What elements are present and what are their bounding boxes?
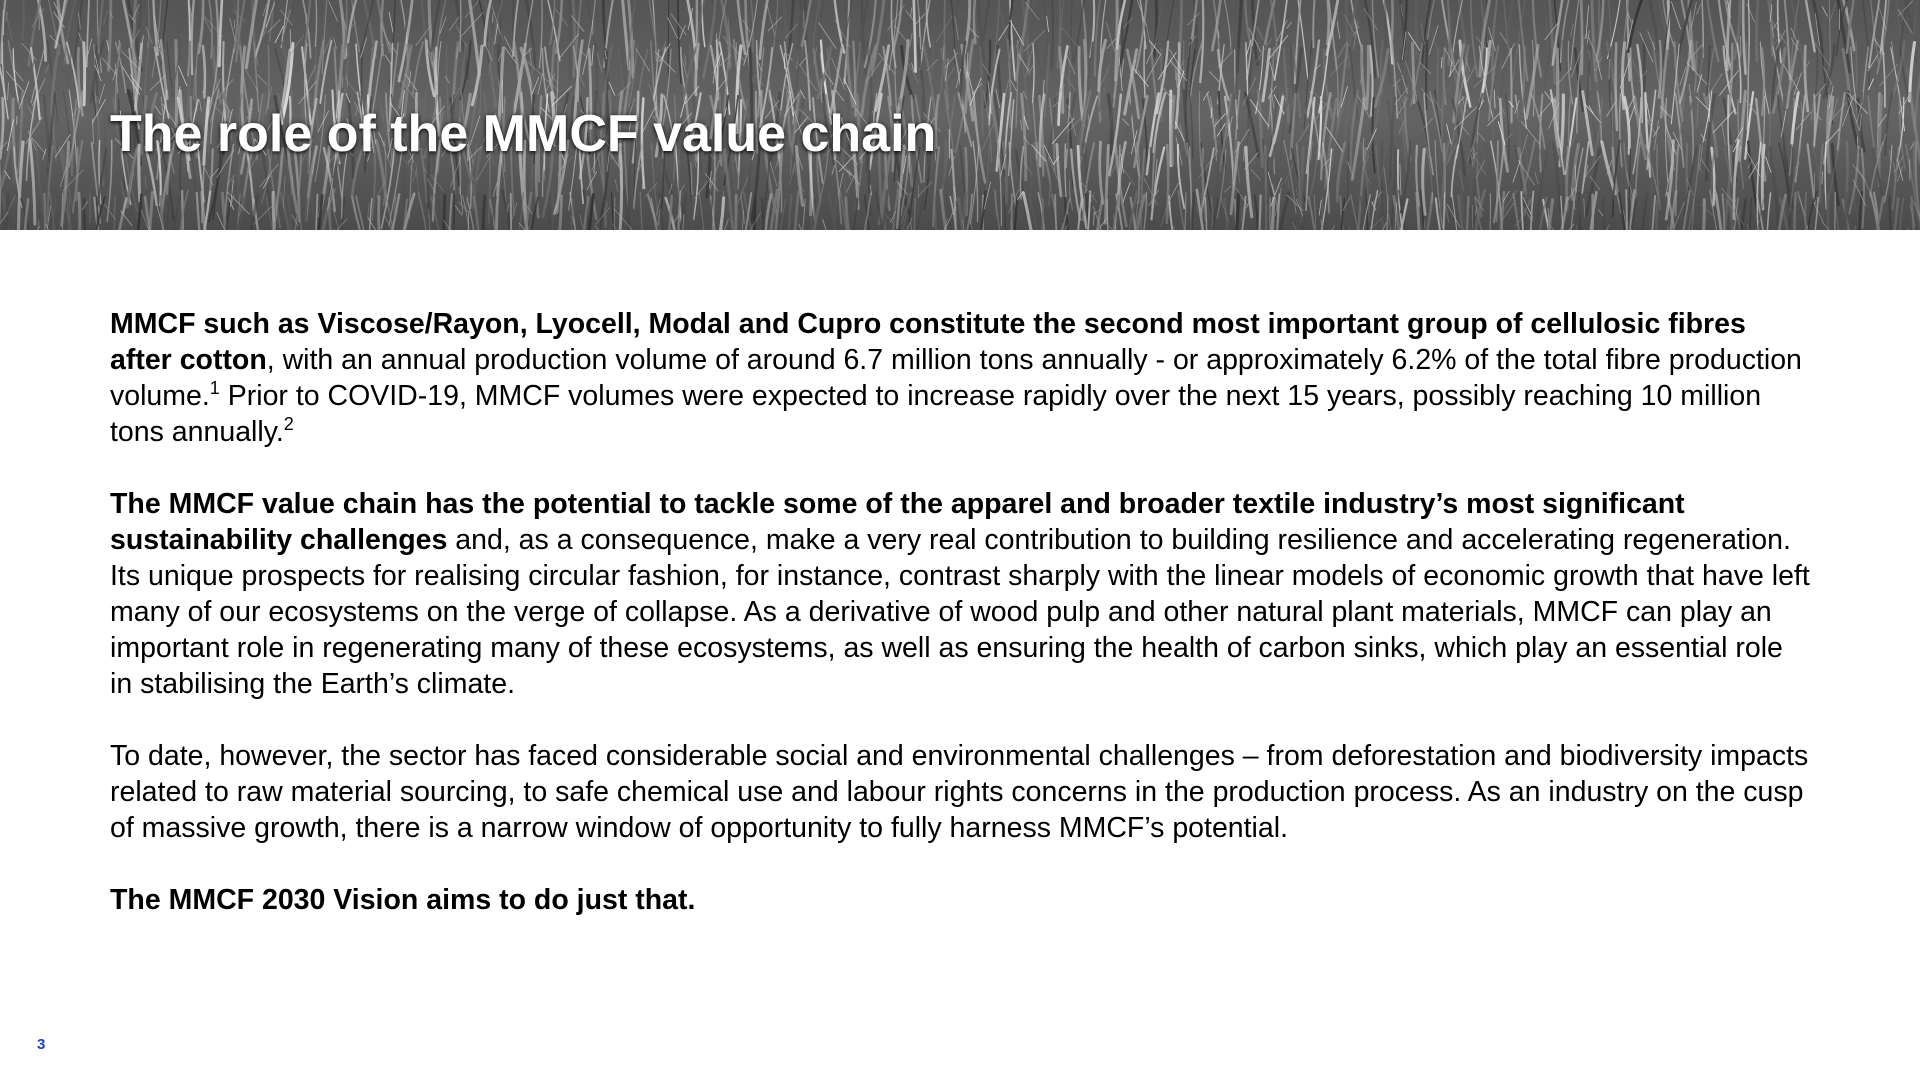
page-number: 3 [37, 1036, 46, 1053]
paragraph-4 [110, 882, 1810, 918]
paragraph-3 [110, 738, 1810, 846]
paragraph-4-bold: The MMCF 2030 Vision aims to do just that. [110, 884, 696, 916]
paragraph-2-text: and, as a consequence, make a very real contribution to building resilience and accelerating regeneration. Its unique prospects for realising circular fashion, for instance, contrast sharply with the linear models of economic growth that have left many of our ecosystems on the verge of collapse. As a derivative of wood pulp and other natural plant materials, MMCF can play an important role in regenerating many of these ecosystems, as well as ensuring the health of carbon sinks, which play an essential role in stabilising the Earth’s climate. [110, 524, 1810, 700]
paragraph-3-text: To date, however, the sector has faced considerable social and environmental challenges – from deforestation and biodiversity impacts related to raw material sourcing, to safe chemical use and labour rights concerns in the production process. As an industry on the cusp of massive growth, there is a narrow window of opportunity to fully harness MMCF’s potential. [110, 740, 1809, 844]
paragraph-1 [110, 306, 1810, 450]
page-title: The role of the MMCF value chain [110, 105, 937, 163]
paragraph-1-bold: MMCF such as Viscose/Rayon, Lyocell, Modal and Cupro constitute the second most important group of cellulosic fibres after cotton [110, 308, 1746, 376]
paragraph-2 [110, 486, 1810, 702]
footnote-ref-1: 1 [209, 377, 220, 398]
header-banner [0, 0, 1920, 230]
footnote-ref-2: 2 [283, 413, 294, 434]
paragraph-1-text-2: Prior to COVID-19, MMCF volumes were expected to increase rapidly over the next 15 years, possibly reaching 10 million tons annually. [110, 380, 1762, 448]
body-text [110, 306, 1810, 954]
paragraph-1-text-1: , with an annual production volume of around 6.7 million tons annually - or approximately 6.2% of the total fibre production volume. [110, 344, 1802, 412]
paragraph-2-bold: The MMCF value chain has the potential to tackle some of the apparel and broader textile industry’s most significant sustainability challenges [110, 488, 1685, 556]
